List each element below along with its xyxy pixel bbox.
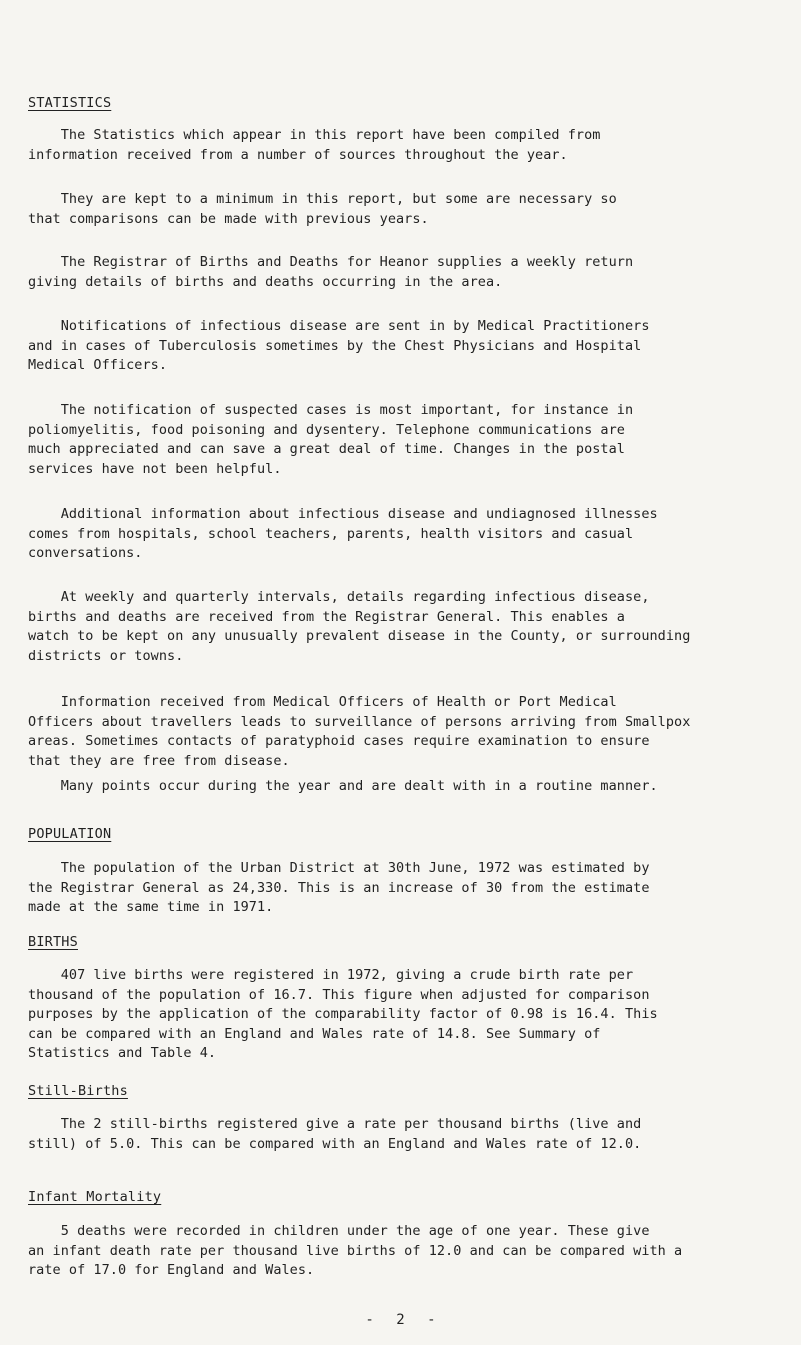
statistics-paragraph-9: Many points occur during the year and are dealt with in a routine manner. [28, 778, 658, 794]
statistics-paragraph-5: The notification of suspected cases is most important, for instance in poliomyelitis, food poisoning and dysentery. Telephone communications are much appreciated and can save a great deal of time. Changes in the postal services have not been helpful. [28, 402, 634, 477]
statistics-paragraph-3: The Registrar of Births and Deaths for Heanor supplies a weekly return giving details of births and deaths occurring in the area. [28, 254, 634, 290]
population-heading: POPULATION [28, 826, 112, 842]
page-number: - 2 - [365, 1312, 436, 1328]
infant-mortality-heading: Infant Mortality [28, 1189, 162, 1205]
statistics-paragraph-1: The Statistics which appear in this report have been compiled from information received from a number of sources throughout the year. [28, 127, 601, 163]
statistics-paragraph-2: They are kept to a minimum in this report, but some are necessary so that comparisons can be made with previous years. [28, 191, 617, 227]
births-heading: BIRTHS [28, 934, 78, 950]
statistics-paragraph-4: Notifications of infectious disease are sent in by Medical Practitioners and in cases of Tuberculosis sometimes by the Chest Physicians and Hospital Medical Officers. [28, 318, 650, 373]
infant-mortality-paragraph: 5 deaths were recorded in children under the age of one year. These give an infant death rate per thousand live births of 12.0 and can be compared with a rate of 17.0 for England and Wales. [28, 1223, 683, 1278]
statistics-paragraph-6: Additional information about infectious disease and undiagnosed illnesses comes from hospitals, school teachers, parents, health visitors and casual conversations. [28, 506, 658, 561]
population-paragraph: The population of the Urban District at 30th June, 1972 was estimated by the Registrar General as 24,330. This is an increase of 30 from the estimate made at the same time in 1971. [28, 860, 650, 915]
births-paragraph: 407 live births were registered in 1972, giving a crude birth rate per thousand of the population of 16.7. This figure when adjusted for comparison purposes by the application of the comparability factor of 0.98 is 16.4. This can be compared with an England and Wales rate of 14.8. See Summary of Statistics and Table 4. [28, 967, 658, 1061]
still-births-heading: Still-Births [28, 1083, 128, 1099]
statistics-paragraph-8: Information received from Medical Officers of Health or Port Medical Officers about travellers leads to surveillance of persons arriving from Smallpox areas. Sometimes contacts of paratyphoid cases require examination to ensure that they are free from disease. [28, 694, 691, 769]
statistics-paragraph-7: At weekly and quarterly intervals, details regarding infectious disease, births and deaths are received from the Registrar General. This enables a watch to be kept on any unusually prevalent disease in the County, or surrounding districts or towns. [28, 589, 691, 664]
statistics-heading: STATISTICS [28, 95, 112, 111]
still-births-paragraph: The 2 still-births registered give a rate per thousand births (live and still) of 5.0. This can be compared with an England and Wales rate of 12.0. [28, 1116, 642, 1152]
